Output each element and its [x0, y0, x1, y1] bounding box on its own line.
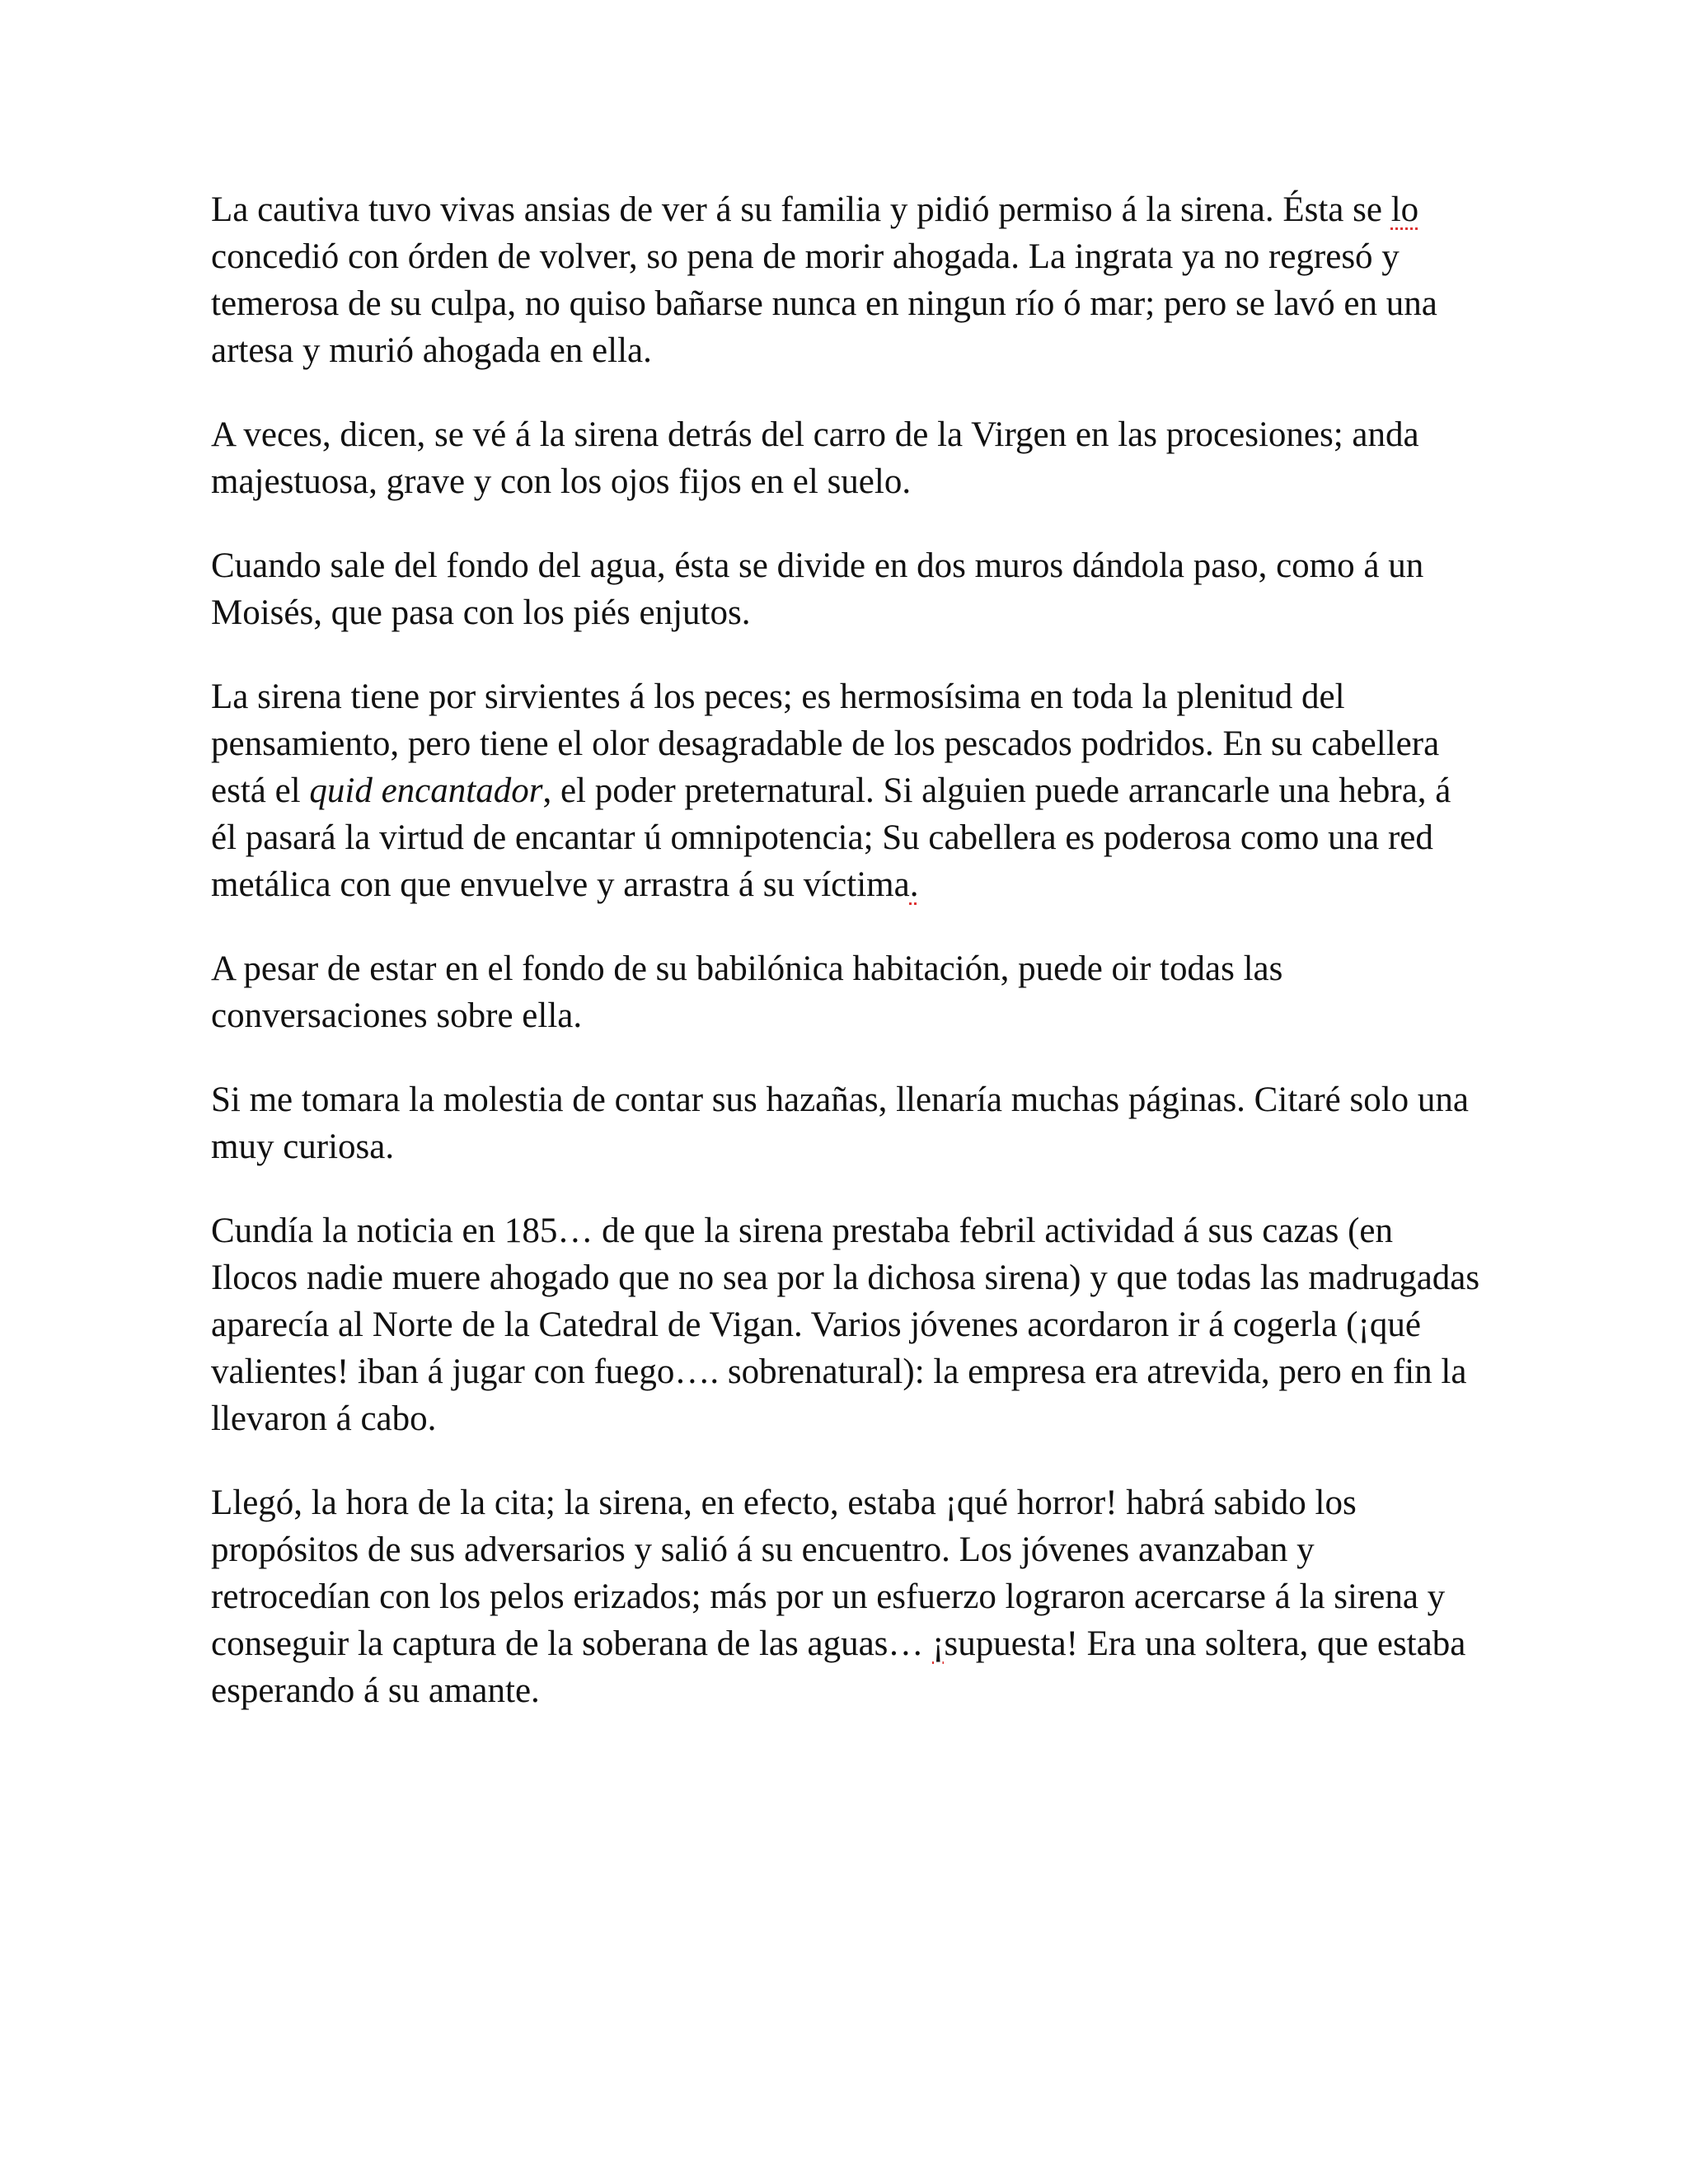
spellcheck-flagged-punctuation[interactable]: . — [909, 865, 919, 904]
paragraph — [211, 1076, 1480, 1170]
text-run: concedió con órden de volver, so pena de morir ahogada. La ingrata ya no regresó y temerosa de su culpa, no quiso bañarse nunca en ningun río ó mar; pero se lavó en una artesa y murió ahogada en ella. — [211, 237, 1437, 370]
spellcheck-flagged-word[interactable]: lo — [1390, 190, 1419, 229]
paragraph — [211, 945, 1480, 1039]
paragraph — [211, 1207, 1480, 1442]
text-run: supuesta! Era una soltera, que estaba esperando á su amante. — [211, 1624, 1466, 1710]
text-run: Cundía la noticia en 185… de que la sirena prestaba febril actividad á sus cazas (en Ilocos nadie muere ahogado que no sea por la dichosa sirena) y que todas las madrugadas aparecía al Norte de la Catedral de Vigan. Varios jóvenes acordaron ir á cogerla (¡qué valientes! iban á jugar con fuego…. sobrenatural): la empresa era atrevida, pero en fin la llevaron á cabo. — [211, 1212, 1480, 1438]
paragraph — [211, 411, 1480, 505]
text-run: La sirena tiene por sirvientes á los peces; es hermosísima en toda la plenitud del pensamiento, pero tiene el olor desagradable de los pescados podridos. En su cabellera está el — [211, 677, 1440, 810]
text-run: Cuando sale del fondo del agua, ésta se divide en dos muros dándola paso, como á un Moisés, que pasa con los piés enjutos. — [211, 546, 1424, 632]
document-body — [211, 186, 1480, 1751]
paragraph — [211, 673, 1480, 908]
italic-phrase: quid encantador — [309, 771, 543, 810]
paragraph — [211, 1479, 1480, 1714]
text-run: La cautiva tuvo vivas ansias de ver á su familia y pidió permiso á la sirena. Ésta se — [211, 190, 1391, 229]
spellcheck-flagged-punctuation[interactable]: ¡ — [932, 1624, 945, 1663]
text-run: A pesar de estar en el fondo de su babilónica habitación, puede oir todas las conversaciones sobre ella. — [211, 949, 1283, 1035]
text-run: Si me tomara la molestia de contar sus hazañas, llenaría muchas páginas. Citaré solo una muy curiosa. — [211, 1080, 1470, 1166]
text-run: Llegó, la hora de la cita; la sirena, en efecto, estaba ¡qué horror! habrá sabido los propósitos de sus adversarios y salió á su encuentro. Los jóvenes avanzaban y retrocedían con los pelos erizados; más por un esfuerzo lograron acercarse á la sirena y conseguir la captura de la soberana de las aguas… — [211, 1483, 1446, 1663]
paragraph — [211, 542, 1480, 636]
paragraph — [211, 186, 1480, 374]
text-run: , el poder preternatural. Si alguien puede arrancarle una hebra, á él pasará la virtud de encantar ú omnipotencia; Su cabellera es poderosa como una red metálica con que envuelve y arrastra á su víctima — [211, 771, 1451, 904]
text-run: A veces, dicen, se vé á la sirena detrás del carro de la Virgen en las procesiones; anda majestuosa, grave y con los ojos fijos en el suelo. — [211, 415, 1419, 501]
